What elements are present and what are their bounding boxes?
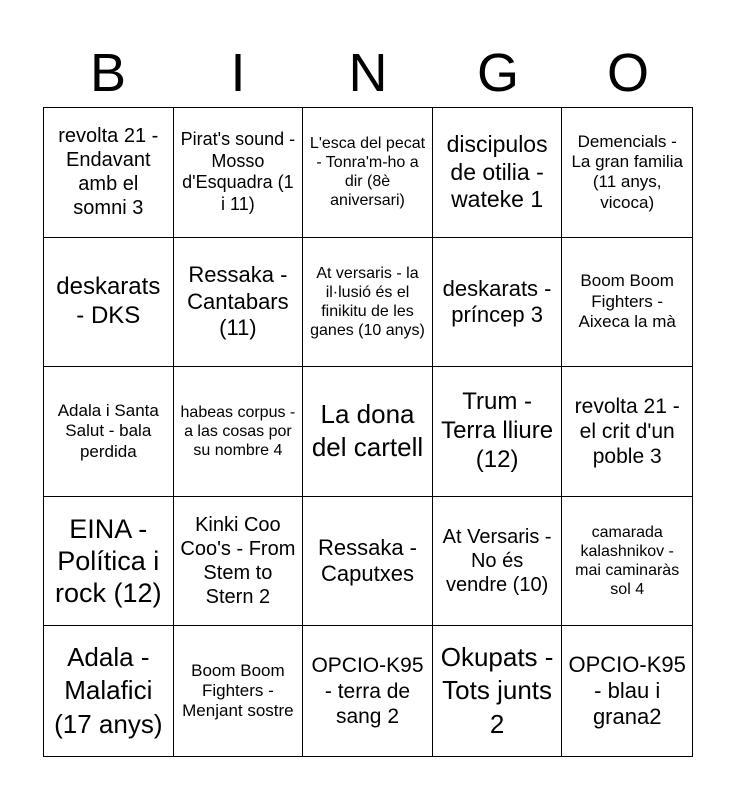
- bingo-board: [43, 107, 693, 757]
- bingo-cell[interactable]: deskarats - DKS: [44, 238, 174, 368]
- bingo-cell[interactable]: At versaris - la il·lusió és el finikitu de les ganes (10 anys): [303, 238, 433, 368]
- bingo-cell[interactable]: Kinki Coo Coo's - From Stem to Stern 2: [174, 497, 304, 627]
- header-letter-g: G: [476, 43, 519, 103]
- bingo-cell[interactable]: revolta 21 - Endavant amb el somni 3: [44, 108, 174, 238]
- header-letter-b: B: [89, 43, 127, 103]
- bingo-cell[interactable]: habeas corpus - a las cosas por su nombre 4: [174, 367, 304, 497]
- bingo-cell[interactable]: Adala i Santa Salut - bala perdida: [44, 367, 174, 497]
- bingo-header: [43, 40, 693, 106]
- bingo-cell[interactable]: L'esca del pecat - Tonra'm-ho a dir (8è aniversari): [303, 108, 433, 238]
- header-letter-n: N: [348, 43, 388, 103]
- bingo-cell[interactable]: OPCIO-K95 - terra de sang 2: [303, 626, 433, 756]
- bingo-cell[interactable]: camarada kalashnikov - mai caminaràs sol 4: [562, 497, 692, 627]
- bingo-cell[interactable]: Trum - Terra lliure (12): [433, 367, 563, 497]
- bingo-cell[interactable]: revolta 21 - el crit d'un poble 3: [562, 367, 692, 497]
- bingo-cell[interactable]: At Versaris - No és vendre (10): [433, 497, 563, 627]
- bingo-cell[interactable]: Ressaka - Caputxes: [303, 497, 433, 627]
- bingo-cell[interactable]: Okupats -Tots junts 2: [433, 626, 563, 756]
- bingo-cell[interactable]: Adala - Malafici (17 anys): [44, 626, 174, 756]
- bingo-cell[interactable]: EINA - Política i rock (12): [44, 497, 174, 627]
- bingo-cell[interactable]: Ressaka - Cantabars (11): [174, 238, 304, 368]
- bingo-cell[interactable]: Pirat's sound - Mosso d'Esquadra (1 i 11): [174, 108, 304, 238]
- bingo-cell[interactable]: discipulos de otilia - wateke 1: [433, 108, 563, 238]
- bingo-cell[interactable]: Boom Boom Fighters - Menjant sostre: [174, 626, 304, 756]
- bingo-cell[interactable]: deskarats - príncep 3: [433, 238, 563, 368]
- bingo-cell[interactable]: OPCIO-K95 - blau i grana2: [568, 651, 686, 730]
- bingo-cell[interactable]: Demencials - La gran familia (11 anys, vicoca): [562, 108, 692, 238]
- header-letter-i: I: [230, 43, 246, 103]
- header-letter-o: O: [606, 43, 649, 103]
- bingo-cell[interactable]: Boom Boom Fighters - Aixeca la mà: [562, 238, 692, 368]
- bingo-cell[interactable]: La dona del cartell: [303, 367, 433, 497]
